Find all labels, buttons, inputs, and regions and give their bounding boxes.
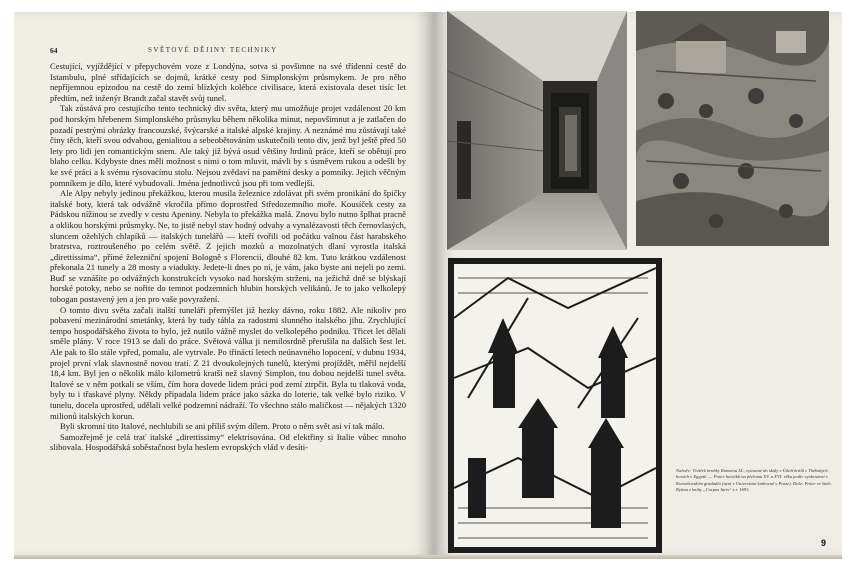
running-head: SVĚTOVÉ DĚJINY TECHNIKY [148,46,278,54]
paragraph-4: O tomto divu světa začali italští tuneláři přemýšlet již hezky dávno, roku 1882. Ale nikoliv pro pobavení mezinárodní smetánky, která by tudy táhla za radostmi slunného italského jihu. Zrychlující tempo hospodářského života to bylo, jež nutilo vážně myslet do velkolepého podniku. Třicet let dělali směle plány. V roce 1913 se dali do práce. Světová válka ji nemilosrdně přerušila na dalších šest let. Ale pak to šlo stále vpřed, pomalu, ale vytrvale. Po třináctí letech neúnavného lopocení, v dubnu 1934, projel první vlak slavnostně novou tratí. Z 21 dvoukolejných tunelů, kterými projíždět, měřil nejdelší 18,4 km. Byl jen o několik málo kilometrů kratší než slavný Simplon, tou dobou nejdelší tunel světa. Italové se v něm potkali se vším, čím hora dovede lidem práci pod zemí ztrpčit. Byla tu tlaková voda, byly tu i třaskavé plyny. Někdy připadala lidem práce jako sázka do loterie, tak velké bylo riziko. V tunelu, docela uprostřed, udělali velké podzemní nádraží. To všechno stálo maličkost — nějakých 1320 milionů italských korun. [50,304,406,421]
tomb-corridor-photo [447,11,627,250]
paragraph-2: Tak zůstává pro cestujícího tento technický div světa, který mu umožňuje projet vzdálenost 20 km pod horským hřebenem Simplonského průsmyku během několika minut, nepovšimnut a je zatlačen do pozadí pestrými obrázky francouzské, švýcarské a italské alpské krajiny. A neznámé mu zůstávají také činy těch, kteří svou odvahou, genialitou a sebeobětováním uskutečnili tento div, jenž byl ještě před 50 lety pro lidi jen romantickým snem. Ale taký již bývá osud většiny hrdinů práce, kteří se obětují pro blaho celku. Kdybyste dnes měli možnost s nimi o tom mluvit, mávli by s úsměvem rukou a odešli by ke své práci a k svému rýsovacímu stolu. Nejsou zvědaví na pamětní desky a pomníky. Jejich věčným pomníkem je dílo, které vybudovali. Jména jednotlivců jsou při tom vedlejší. [50,103,406,188]
right-page-number: 9 [821,538,827,548]
miners-mural-photo [636,11,829,246]
paragraph-1: Cestující, vyjíždějící v přepychovém voze z Londýna, sotva si povšimne na své třídenní cestě do Istambulu, plné střídajících se dojmů, krátké cesty pod Simplonským průsmykem. Je pro něho nepříjemnou epizodou na cestě do zemí blízkých kolébce civilisace, která existovala deset tisíc let předtím, než inženýr Brandt začal stavět svůj tunel. [50,61,406,103]
page-edge [14,555,842,559]
miners-woodcut-illustration [448,258,662,553]
paragraph-5: Byli skromní tito Italové, nechlubili se ani příliš svým dílem. Proto o něm svět asi ví tak málo. [60,421,385,432]
paragraph-3: Ale Alpy nebyly jedinou překážkou, kterou musila železnice zdolávat při svém pronikání do špičky italské boty, která tak odvážně vkročila přímo doprostřed Středozemního moře. Kousíček cesty za Pádskou nížinou se zvedly v cestu Apeniny. Nebyla to překážka malá. Znovu bylo nutno šplhat pracně a oklikou horskými průsmyky. Ne, to jistě nebyl stav hodný odvahy a vynalézavosti těch černovlasých, sluncem ožehlých chlapíků — italských tunelářů — kteří tvořili od počátku valnou část harabského bratrstva, roztroušeného po celém světě. Z jejich mozků a mozolnatých dlaní vyrostla italská „direttissima“, přímé železniční spojení Bologně s Florencií, dlouhé 82 km. Tuto krátkou vzdálenost překonala 21 tunely a 28 mosty a viadukty. Jedete-li dnes po ní, je vám, jako byste ani nejeli po zemi. Buď se vznášíte po odvážných konstrukcích vysoko nad horským strženi, na ježichž dně se blýskají horské potoky, nebo se nořite do temnot podzemních hlubin horských velikánů. Je to jako velkolepý tobogan postavený jen a jen pro vaše povyražení. [50,188,406,305]
paragraph-6: Samozřejmě je celá trať italské „direttissimy“ elektrisována. Od elektřiny si Italie vůbec mnoho slibovala. Hospodářská soběstačnost byla heslem evropských vlád v desíti- [50,431,406,453]
image-caption: Nahoře: Vnitřek hrobky Ramsesa IX., vytesané do skály v Údolí králů v Thébských horách v Egyptě. — Práce horníků na přelomu XV. a XVI. věku podle vyobrazení v Kutnohorském graduálu (nyní v Universitní knihovně v Praze). Dole: Práce ve štole. Rytina z knihy „Corpus Iuris“ z r. 1693. [676,468,832,493]
body-text [50,61,406,453]
left-page-number: 64 [50,46,58,55]
